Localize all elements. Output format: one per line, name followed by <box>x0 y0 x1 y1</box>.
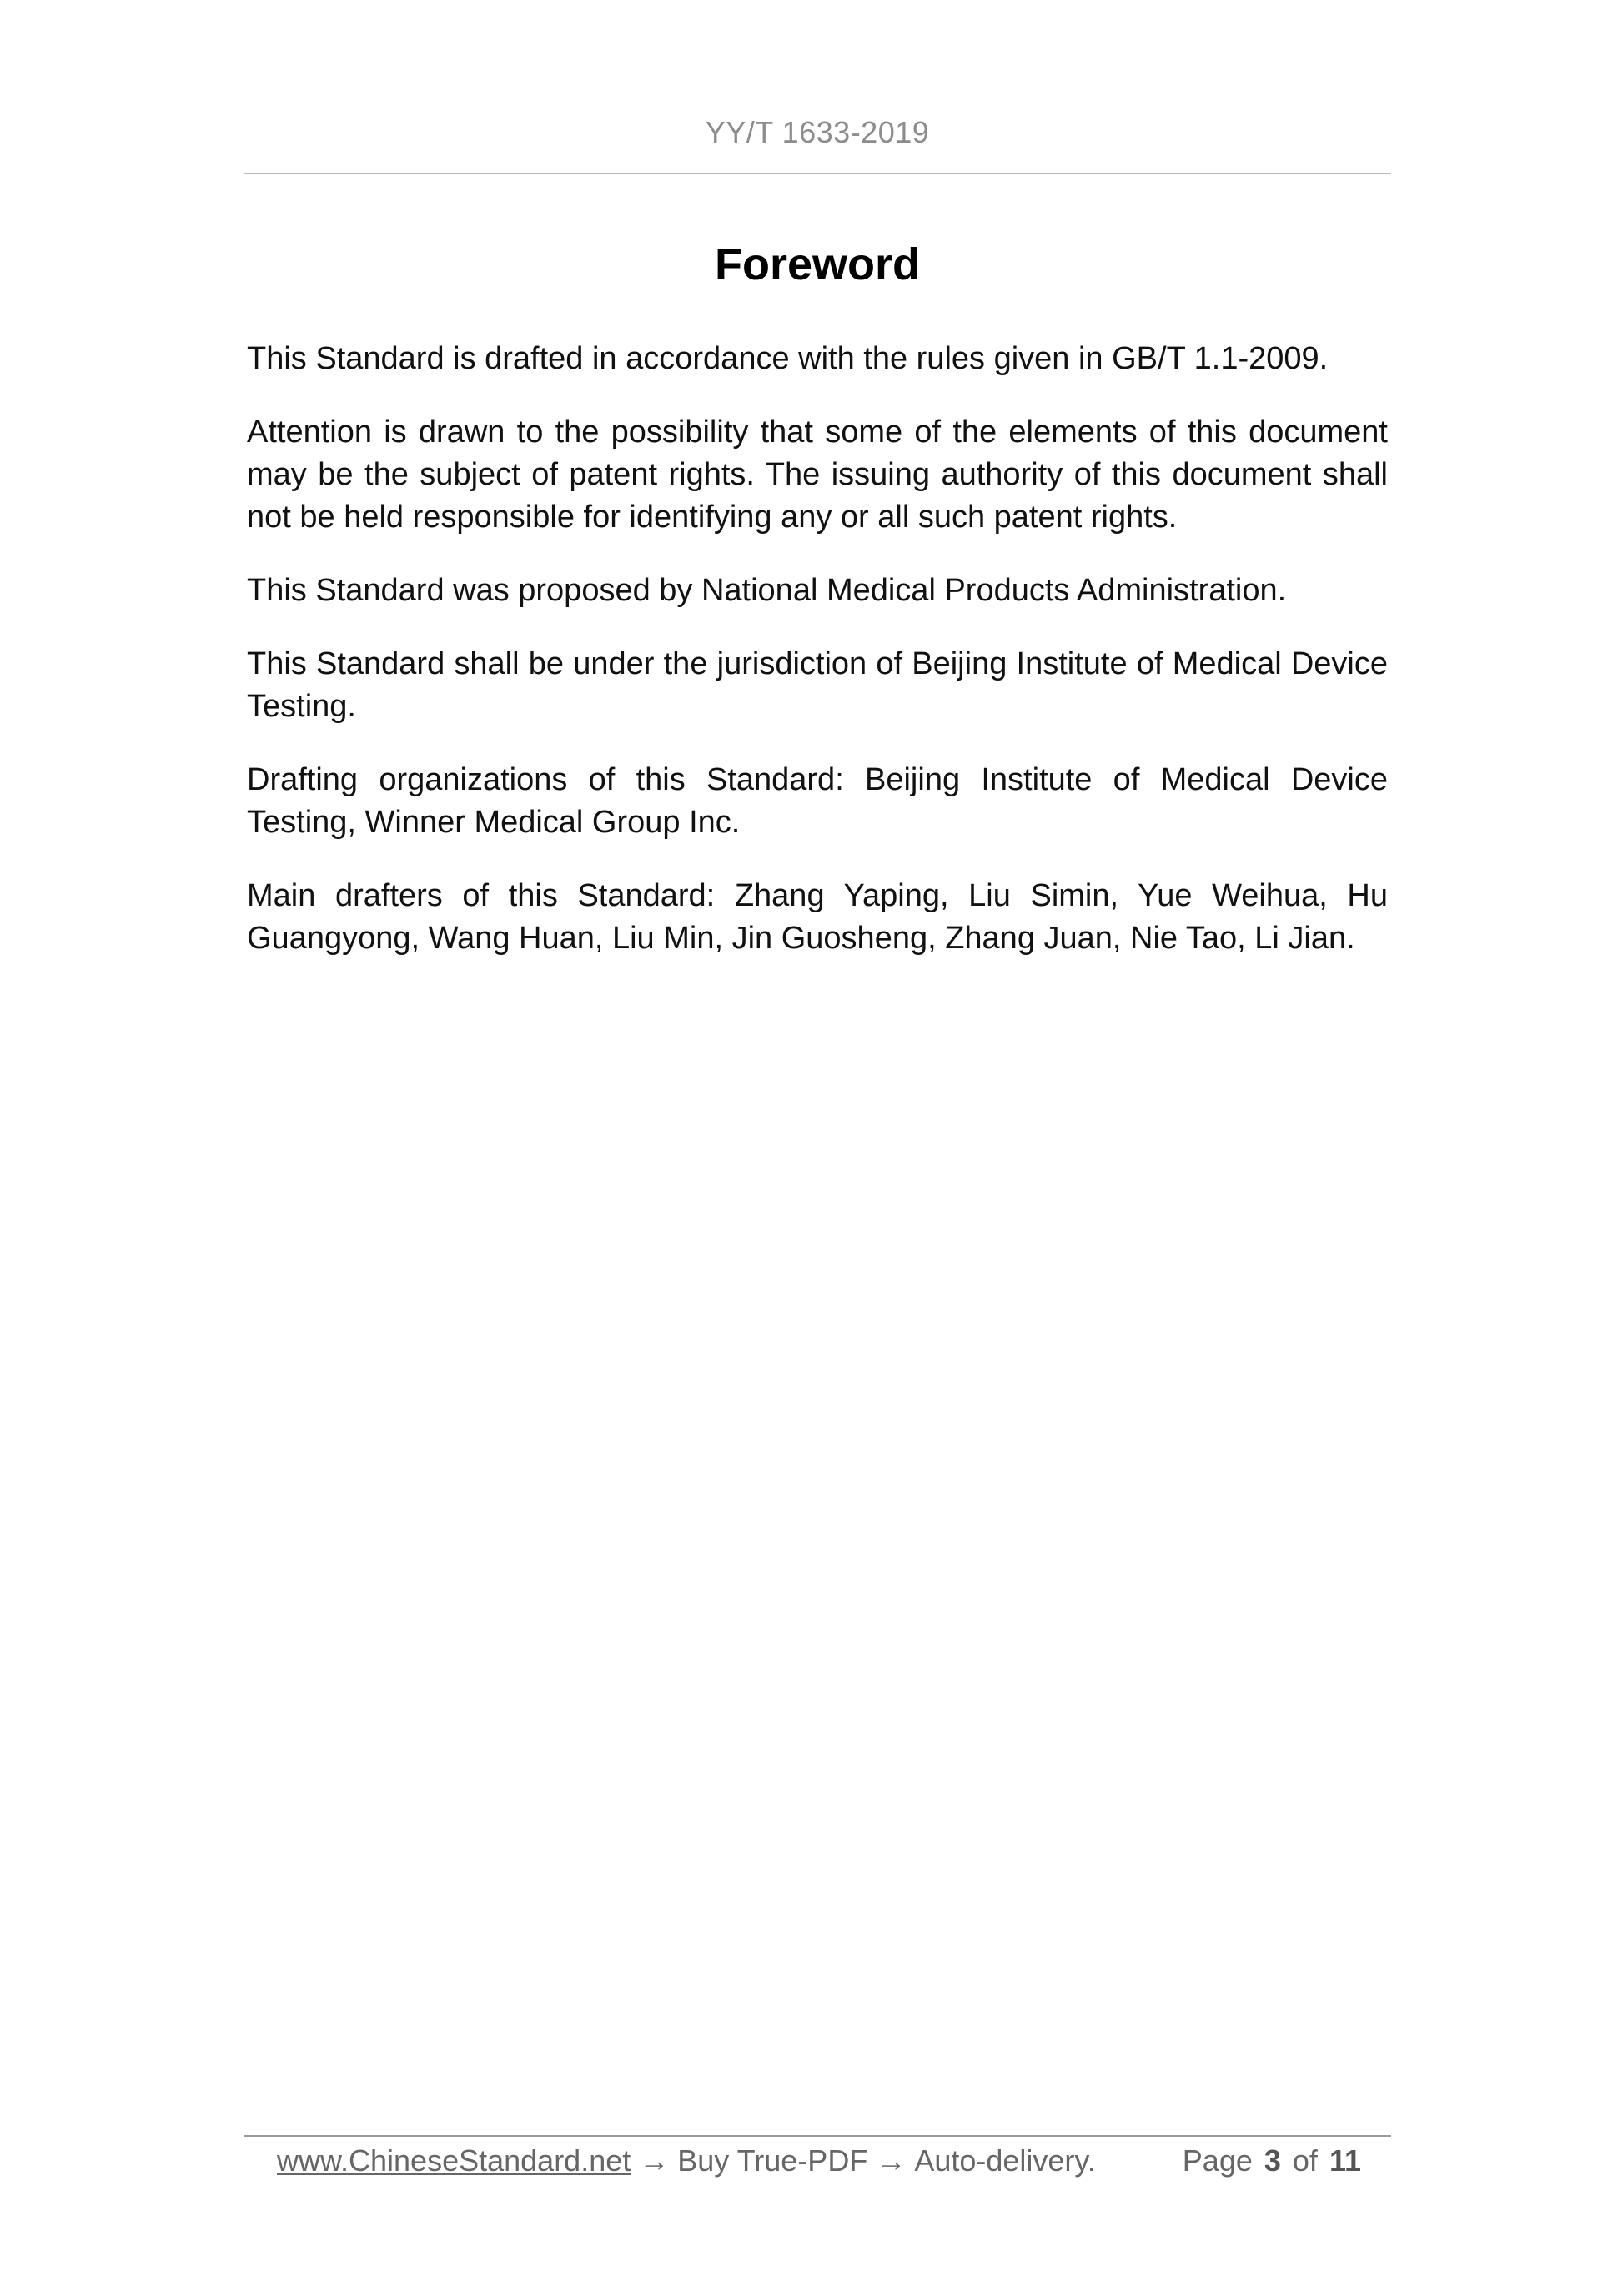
page-total: 11 <box>1329 2143 1361 2178</box>
paragraph-patent-notice: Attention is drawn to the possibility that some of the elements of this document may be the subject of patent rights. The issuing authority of this document shall not be held responsible for identifying any or all such patent rights. <box>247 414 1388 535</box>
auto-delivery-text: Auto-delivery. <box>914 2143 1096 2178</box>
footer-divider <box>244 2135 1391 2137</box>
buy-true-pdf-text: Buy True-PDF <box>677 2143 868 2178</box>
arrow-right-icon: → <box>639 2143 670 2178</box>
paragraph-jurisdiction: This Standard shall be under the jurisdiction of Beijing Institute of Medical Device Testing. <box>247 646 1388 724</box>
page-title: Foreword <box>714 239 920 289</box>
paragraph-drafting-rules: This Standard is drafted in accordance with the rules given in GB/T 1.1-2009. <box>247 341 1329 376</box>
paragraph-proposed-by: This Standard was proposed by National Medical Products Administration. <box>247 573 1287 608</box>
header-divider <box>244 173 1391 174</box>
paragraph-main-drafters: Main drafters of this Standard: Zhang Yaping, Liu Simin, Yue Weihua, Hu Guangyong, Wang Huan, Liu Min, Jin Guosheng, Zhang Juan, Nie Tao, Li Jian. <box>247 878 1388 956</box>
header-doc-code: YY/T 1633-2019 <box>705 115 930 149</box>
site-link[interactable]: www.ChineseStandard.net <box>277 2143 631 2178</box>
footer <box>277 2140 1361 2182</box>
arrow-right-icon: → <box>876 2143 907 2178</box>
paragraph-drafting-organizations: Drafting organizations of this Standard: Beijing Institute of Medical Device Testing, Winner Medical Group Inc. <box>247 762 1388 840</box>
page-label: Page <box>1182 2143 1253 2178</box>
foreword-body <box>247 338 1388 991</box>
of-label: of <box>1292 2143 1318 2178</box>
page-indicator <box>1183 2140 1361 2182</box>
footer-purchase-line <box>277 2140 1096 2182</box>
page-current: 3 <box>1264 2143 1281 2178</box>
